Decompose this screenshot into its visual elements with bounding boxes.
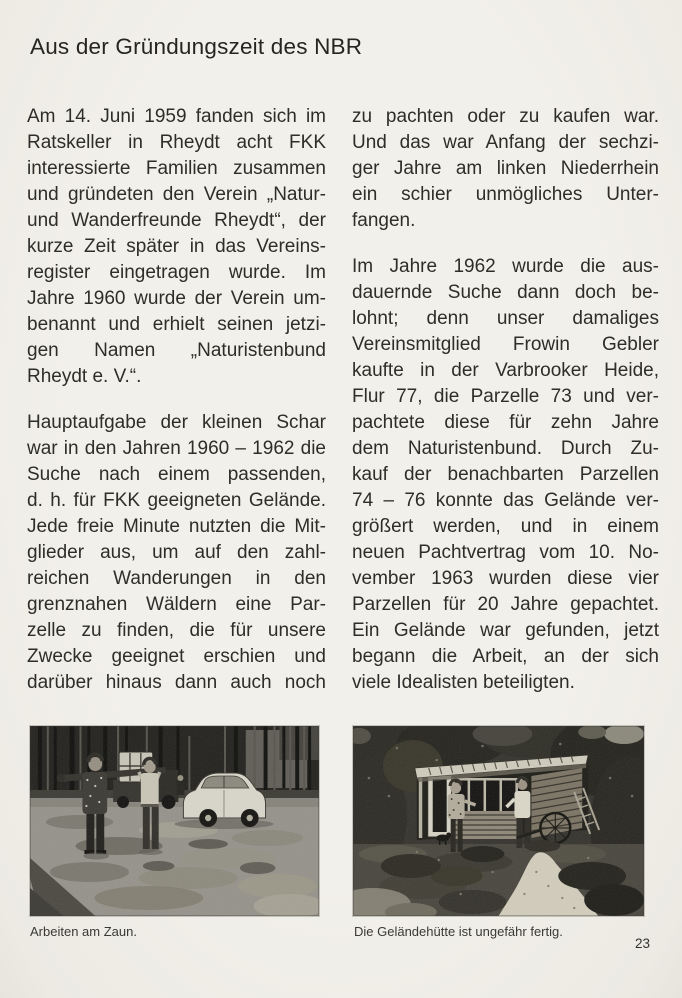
text-line: viele Idealisten beteiligten. bbox=[352, 672, 575, 693]
photo-caption-hut: Die Geländehütte ist ungefähr fertig. bbox=[354, 924, 563, 939]
text-column-right bbox=[352, 104, 659, 716]
text-line: neuen Pachtvertrag vom 10. No- bbox=[352, 542, 659, 563]
photo-fence-work bbox=[30, 726, 319, 916]
photo-hut-image bbox=[353, 726, 644, 916]
text-line: benannt und erhielt seinen jetzi- bbox=[27, 314, 326, 335]
page-number: 23 bbox=[634, 936, 650, 951]
text-line: Ein Gelände war gefunden, jetzt bbox=[352, 620, 659, 641]
text-line: glieder aus, um auf den zahl- bbox=[27, 542, 326, 563]
text-line: d. h. für FKK geeigneten Gelände. bbox=[27, 490, 326, 511]
text-line: war in den Jahren 1960 – 1962 die bbox=[27, 438, 326, 459]
text-line: Am 14. Juni 1959 fanden sich im bbox=[27, 106, 326, 127]
photo-hut bbox=[353, 726, 644, 916]
text-line: fangen. bbox=[352, 210, 416, 231]
text-line: vember 1963 wurden diese vier bbox=[352, 568, 659, 589]
page-title: Aus der Gründungszeit des NBR bbox=[30, 34, 363, 59]
text-line: dem Naturistenbund. Durch Zu- bbox=[352, 438, 659, 459]
text-line: ger Jahre am linken Niederrhein bbox=[352, 158, 659, 179]
text-line: Im Jahre 1962 wurde die aus- bbox=[352, 256, 659, 277]
text-line: Jede freie Minute nutzten die Mit- bbox=[27, 516, 326, 537]
text-line: Parzellen für 20 Jahre gepachtet. bbox=[352, 594, 659, 615]
text-line: grenznahen Wäldern eine Par- bbox=[27, 594, 326, 615]
text-line: kaufte in der Varbrooker Heide, bbox=[352, 360, 659, 381]
text-line: dauernde Suche dann doch be- bbox=[352, 282, 659, 303]
text-line: gen Namen „Naturistenbund bbox=[27, 340, 326, 361]
text-line: Zwecke geeignet erschien und bbox=[27, 646, 326, 667]
photo-fence-work-image bbox=[30, 726, 319, 916]
paragraph bbox=[352, 104, 659, 234]
text-line: ein schier unmögliches Unter- bbox=[352, 184, 659, 205]
paragraph bbox=[352, 254, 659, 696]
text-line: Hauptaufgabe der kleinen Schar bbox=[27, 412, 326, 433]
text-line: begann die Arbeit, an der sich bbox=[352, 646, 659, 667]
text-line: kauf der benachbarten Parzellen bbox=[352, 464, 659, 485]
text-line: Und das war Anfang der sechzi- bbox=[352, 132, 659, 153]
text-line: 74 – 76 konnte das Gelände ver- bbox=[352, 490, 659, 511]
text-line: darüber hinaus dann auch noch bbox=[27, 672, 326, 693]
text-line: Flur 77, die Parzelle 73 und ver- bbox=[352, 386, 659, 407]
text-line: zelle zu finden, die für unsere bbox=[27, 620, 326, 641]
text-line: und gründeten den Verein „Natur- bbox=[27, 184, 326, 205]
text-line: kurze Zeit später in das Vereins- bbox=[27, 236, 326, 257]
text-line: Jahre 1960 wurde der Verein um- bbox=[27, 288, 326, 309]
text-line: Suche nach einem passenden, bbox=[27, 464, 326, 485]
text-line: Vereinsmitglied Frowin Gebler bbox=[352, 334, 659, 355]
text-line: pachtete diese für zehn Jahre bbox=[352, 412, 659, 433]
text-line: größert werden, und in einem bbox=[352, 516, 659, 537]
paragraph bbox=[27, 410, 326, 696]
text-line: Ratskeller in Rheydt acht FKK bbox=[27, 132, 326, 153]
photo-caption-fence: Arbeiten am Zaun. bbox=[30, 924, 137, 939]
text-line: zu pachten oder zu kaufen war. bbox=[352, 106, 659, 127]
text-line: lohnt; denn unser damaliges bbox=[352, 308, 659, 329]
text-line: interessierte Familien zusammen bbox=[27, 158, 326, 179]
paragraph bbox=[27, 104, 326, 390]
text-line: Rheydt e. V.“. bbox=[27, 366, 142, 387]
text-column-left bbox=[27, 104, 326, 716]
text-line: und Wanderfreunde Rheydt“, der bbox=[27, 210, 326, 231]
text-line: register eingetragen wurde. Im bbox=[27, 262, 326, 283]
text-line: reichen Wanderungen in den bbox=[27, 568, 326, 589]
